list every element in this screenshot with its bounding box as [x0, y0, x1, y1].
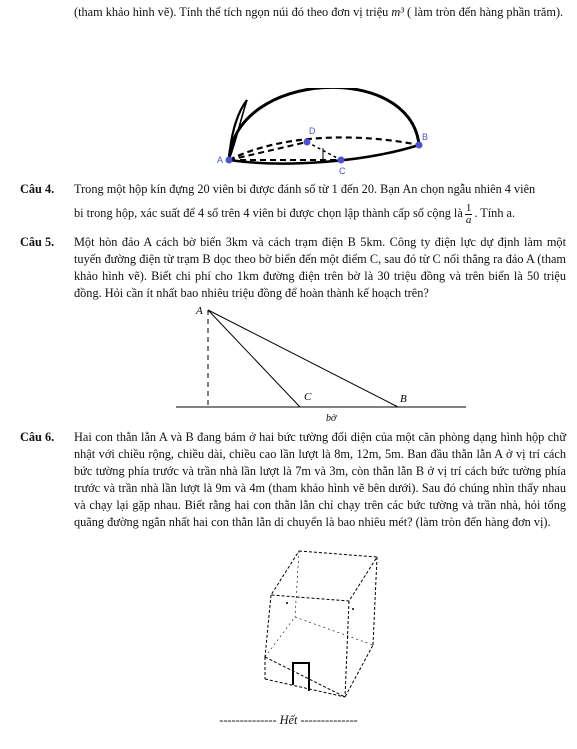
label-b: B [400, 393, 407, 405]
point-b [416, 142, 423, 149]
room-figure [255, 545, 385, 705]
label-b: B [422, 132, 429, 142]
label-a: A [196, 305, 203, 317]
lizard-b-dot [352, 608, 354, 610]
fraction: $\frac{1}{a}$ [465, 201, 472, 226]
point-a [226, 157, 233, 164]
label-c: C [339, 166, 346, 176]
q4-label: Câu 4. [20, 182, 55, 196]
point-d [304, 139, 311, 146]
label-d: D [309, 126, 316, 136]
q4-line1: Trong một hộp kín đựng 20 viên bi được đánh số từ 1 đến 20. Bạn An chọn ngẫu nhiên 4 viên [74, 182, 536, 196]
segment-ac [208, 310, 300, 407]
unit: m³ [391, 5, 404, 19]
label-a: A [217, 155, 224, 165]
intro-paragraph: (tham khảo hình vẽ). Tính thể tích ngọn núi đó theo đơn vị triệu m³ ( làm tròn đến hàng phần trăm). [74, 5, 564, 19]
point-c [338, 157, 345, 164]
ceiling [271, 551, 377, 601]
q5-label: Câu 5. [20, 235, 55, 249]
base-back-dashed [229, 137, 419, 160]
label-shore: bờ [326, 413, 337, 424]
shore-figure [170, 300, 470, 424]
mountain-figure [215, 88, 435, 178]
q4-line2: bi trong hộp, xác suất để 4 số trên 4 viên bi được chọn lập thành cấp số cộng là $\frac{1}{a}$ . Tính a. [74, 201, 516, 226]
lizard-a-dot [286, 602, 288, 604]
segment-ab [208, 310, 398, 407]
q6-text: Hai con thằn lằn A và B đang bám ở hai bức tường đối diện của một căn phòng dạng hình hộp chữ nhật với chiều rộng, chiều dài, chiều cao lần lượt là 8m, 12m, 5m. Ban đầu thằn lằn A ở vị trí cách bức tường phía trước và trần nhà lần lượt là 7m và 3m, còn thằn lằn B ở vị trí cách bức tường phía trước và trần nhà lần lượt là 9m và 4m (tham khảo hình vẽ bên dưới). Sau đó chúng nhìn thấy nhau và chạy lại gặp nhau. Biết rằng hai con thằn lằn chỉ chạy trên các bức tường và trần nhà, hỏi tổng quãng đường ngắn nhất hai con thằn lằn di chuyển là bao nhiêu mét? (làm tròn đến hàng đơn vị). [74, 430, 566, 529]
label-c: C [304, 391, 312, 403]
q6-label: Câu 6. [20, 430, 55, 444]
q5-text: Một hòn đảo A cách bờ biển 3km và cách trạm điện B 5km. Công ty điện lực dự định làm một tuyến đường điện từ trạm B dọc theo bờ biển đến một điểm C, sau đó từ C nối thẳng ra đảo A (tham khảo hình vẽ). Biết chi phí cho 1km đường điện trên bờ là 30 triệu đồng và trên biển là 50 triệu đồng. Hỏi cần ít nhất bao nhiêu triệu đồng để hoàn thành kế hoạch trên? [74, 235, 566, 300]
footer-end-marker: -------------- Hết -------------- [219, 713, 358, 727]
